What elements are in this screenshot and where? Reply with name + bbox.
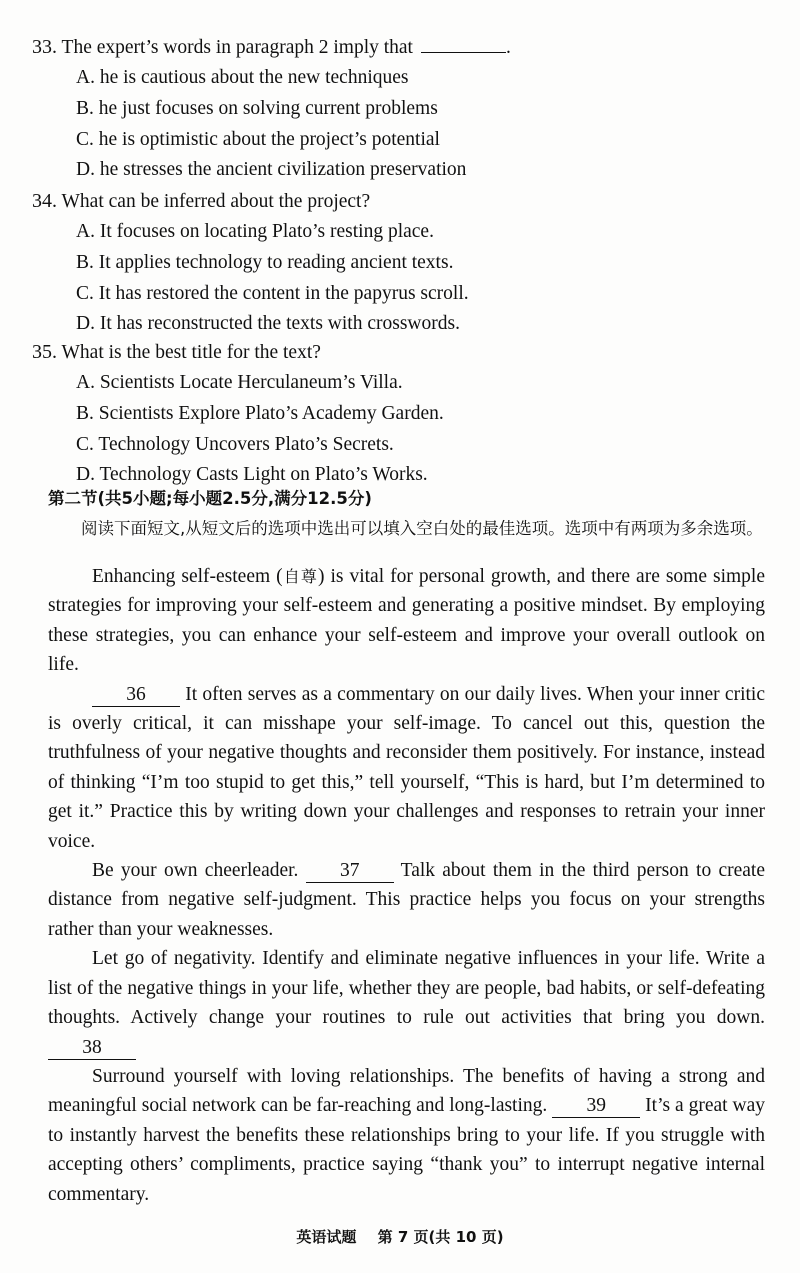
passage-text: Talk about them in the third person to create distance from negative self-judgment. This practice helps you focus on your strengths rather than your weaknesses.	[48, 860, 766, 940]
question	[32, 337, 772, 491]
section-heading: 第二节(共5小题;每小题2.5分,满分12.5分)	[48, 489, 372, 508]
passage-paragraph	[48, 856, 765, 944]
question-number: 33.	[32, 36, 57, 58]
passage-text: Enhancing self-esteem (	[92, 566, 283, 587]
answer-option: C. Technology Uncovers Plato’s Secrets.	[76, 433, 394, 455]
blank-38: 38	[48, 1037, 136, 1060]
section-instruction: 阅读下面短文,从短文后的选项中选出可以填入空白处的最佳选项。选项中有两项为多余选项。	[81, 519, 763, 538]
passage-paragraph	[48, 1062, 765, 1209]
answer-blank	[421, 34, 506, 53]
question-number: 35.	[32, 341, 57, 363]
answer-option: B. Scientists Explore Plato’s Academy Garden.	[76, 402, 444, 424]
passage-text: Let go of negativity. Identify and eliminate negative influences in your life. Write a list of the negative things in your life, whether they are people, bad habits, or self-defeating thoughts. Actively change your routines to rule out activities that bring you down.	[48, 948, 765, 1029]
answer-option: D. It has reconstructed the texts with crosswords.	[76, 313, 460, 335]
answer-option: A. It focuses on locating Plato’s resting place.	[76, 221, 434, 242]
question-text: What can be inferred about the project?	[61, 191, 371, 212]
passage-text: It’s a great way to instantly harvest the benefits these relationships bring to your life. If you struggle with accepting others’ compliments, practice saying “thank you” to interrupt negative internal commentary.	[48, 1095, 765, 1205]
section-two	[48, 484, 768, 543]
passage-paragraph	[48, 944, 765, 1062]
answer-option: A. Scientists Locate Herculaneum’s Villa.	[76, 372, 403, 393]
question	[32, 186, 772, 340]
question-number: 34.	[32, 190, 57, 212]
question-text: What is the best title for the text?	[61, 342, 321, 363]
passage-text: Surround yourself with loving relationships. The benefits of having a strong and meaningful social network can be far-reaching and long-lasting.	[48, 1065, 765, 1117]
answer-option: B. It applies technology to reading ancient texts.	[76, 251, 454, 273]
answer-option: A. he is cautious about the new techniques	[76, 67, 409, 88]
answer-option: D. he stresses the ancient civilization preservation	[76, 159, 467, 181]
footer-subject: 英语试题	[296, 1228, 357, 1246]
reading-passage	[48, 562, 765, 1209]
answer-option: C. he is optimistic about the project’s potential	[76, 128, 440, 150]
answer-option: B. he just focuses on solving current problems	[76, 97, 438, 119]
passage-paragraph	[48, 562, 765, 680]
question-stem	[32, 186, 772, 217]
question-text: The expert’s words in paragraph 2 imply that	[61, 37, 413, 58]
question-stem	[32, 337, 772, 368]
passage-paragraph	[48, 680, 765, 856]
answer-option: D. Technology Casts Light on Plato’s Works.	[76, 464, 428, 486]
blank-37: 37	[306, 860, 394, 883]
question-stem: 33. The expert’s words in paragraph 2 imply that .	[32, 36, 511, 58]
blank-36: 36	[92, 684, 180, 707]
chinese-gloss: 自尊	[282, 567, 318, 586]
blank-39: 39	[552, 1095, 640, 1118]
page-footer	[0, 1226, 800, 1247]
question	[32, 32, 772, 186]
answer-option: C. It has restored the content in the papyrus scroll.	[76, 282, 469, 304]
passage-text: It often serves as a commentary on our daily lives. When your inner critic is overly critical, it can misshape your self-image. To cancel out this, question the truthfulness of your negative thoughts and reconsider them positively. For instance, instead of thinking “I’m too stupid to get this,” tell yourself, “This is hard, but I’m determined to get it.” Practice this by writing down your challenges and responses to retrain your inner voice.	[48, 683, 765, 852]
passage-text: Be your own cheerleader.	[92, 860, 306, 882]
passage-text: ) is vital for personal growth, and there are some simple strategies for improving your self-esteem and generating a positive mindset. By employing these strategies, you can enhance your self-esteem and improve your overall outlook on life.	[48, 566, 765, 676]
footer-page-number: 第 7 页(共 10 页)	[377, 1228, 504, 1246]
